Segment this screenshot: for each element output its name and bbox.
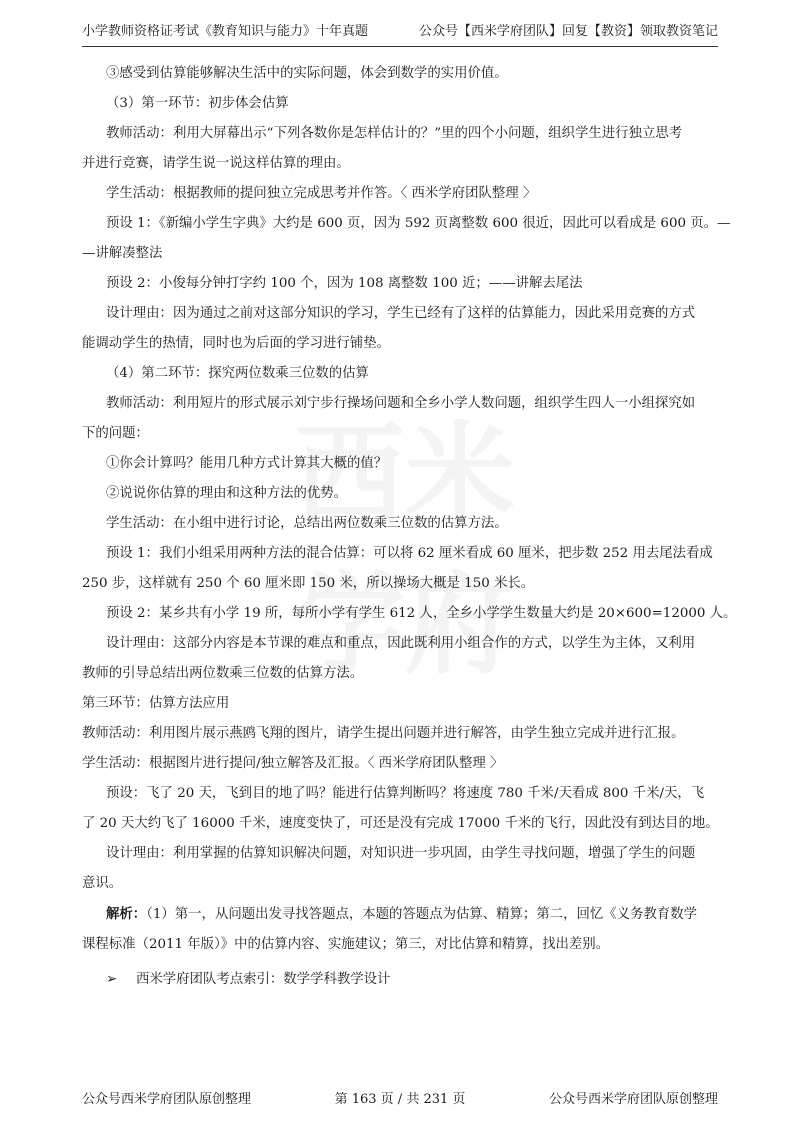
text-line: ②说说你估算的理由和这种方法的优势。 <box>106 486 348 501</box>
arrow-bullet-icon: ➢ <box>106 972 118 987</box>
text-line: 能调动学生的热情，同时也为后面的学习进行铺垫。 <box>82 336 390 351</box>
bullet-text: 西米学府团队考点索引：数学学科教学设计 <box>136 972 391 987</box>
text-line: 设计理由：这部分内容是本节课的难点和重点，因此既利用小组合作的方式，以学生为主体，又利用 <box>106 636 696 651</box>
text-line: 预设 1：我们小组采用两种方法的混合估算：可以将 62 厘米看成 60 厘米，把步数 252 用去尾法看成 <box>106 546 713 561</box>
text-line: 教师活动：利用短片的形式展示刘宁步行操场问题和全乡小学人数问题，组织学生四人一小组探究如 <box>106 396 696 411</box>
paragraph <box>82 449 718 479</box>
section-heading <box>82 689 718 719</box>
text-line: 设计理由：利用掌握的估算知识解决问题，对知识进一步巩固，由学生寻找问题，增强了学生的问题 <box>106 846 696 861</box>
text-line: ①你会计算吗？能用几种方式计算其大概的值？ <box>106 456 388 471</box>
text-line: 下的问题： <box>82 426 149 441</box>
paragraph <box>82 179 718 209</box>
page-number: 第 163 页 / 共 231 页 <box>334 1092 466 1107</box>
page-footer <box>82 1090 718 1110</box>
text-line: —讲解凑整法 <box>82 246 163 261</box>
text-line: 预设 2：小俊每分钟打字约 100 个，因为 108 离整数 100 近；——讲解去尾法 <box>106 276 583 291</box>
paragraph <box>82 269 718 299</box>
paragraph <box>82 509 718 539</box>
text-line: 预设 2：某乡共有小学 19 所，每所小学有学生 612 人，全乡小学学生数量大约是 20×600=12000 人。 <box>106 606 737 621</box>
text-line: 预设 1：《新编小学生字典》大约是 600 页，因为 592 页离整数 600 很近，因此可以看成是 600 页。— <box>106 216 731 231</box>
paragraph <box>82 389 718 449</box>
paragraph <box>82 209 731 269</box>
footer-right-text: 公众号西米学府团队原创整理 <box>548 1092 718 1107</box>
paragraph <box>82 59 718 89</box>
header-right-text: 公众号【西米学府团队】回复【教资】领取教资笔记 <box>418 24 718 39</box>
paragraph <box>82 779 718 839</box>
text-line: 教师活动：利用大屏幕出示“下列各数你是怎样估计的？”里的四个小问题，组织学生进行独立思考 <box>106 126 683 141</box>
bullet-item <box>106 965 390 995</box>
page-header <box>82 22 718 47</box>
paragraph <box>82 539 718 599</box>
paragraph <box>82 839 718 899</box>
paragraph <box>82 119 718 179</box>
analysis-paragraph <box>82 899 718 960</box>
text-line: （1）第一，从问题出发寻找答题点，本题的答题点为估算、精算；第二，回忆《义务教育数学 <box>146 907 698 922</box>
text-line: 设计理由：因为通过之前对这部分知识的学习，学生已经有了这样的估算能力，因此采用竞赛的方式 <box>106 306 696 321</box>
text-line: 了 20 天大约飞了 16000 千米，速度变快了，可还是没有完成 17000 千米的飞行，因此没有到达目的地。 <box>82 816 719 831</box>
text-line: 教师的引导总结出两位数乘三位数的估算方法。 <box>82 666 364 681</box>
paragraph <box>82 749 718 779</box>
paragraph <box>82 479 718 509</box>
paragraph <box>82 599 737 629</box>
text-line: 意识。 <box>82 876 123 891</box>
text-line: 并进行竞赛，请学生说一说这样估算的理由。 <box>82 156 350 171</box>
text-line: ③感受到估算能够解决生活中的实际问题，体会到数学的实用价值。 <box>106 66 508 81</box>
analysis-label: 解析： <box>106 906 147 922</box>
section-heading <box>82 89 718 119</box>
text-line: （4）第二环节：探究两位数乘三位数的估算 <box>106 366 369 381</box>
paragraph <box>82 719 718 749</box>
section-heading <box>82 359 718 389</box>
paragraph <box>82 629 718 689</box>
text-line: 学生活动：在小组中进行讨论，总结出两位数乘三位数的估算方法。 <box>106 516 508 531</box>
header-left-text: 小学教师资格证考试《教育知识与能力》十年真题 <box>82 24 369 39</box>
text-line: （3）第一环节：初步体会估算 <box>106 96 289 111</box>
paragraph <box>82 299 718 359</box>
text-line: 教师活动：利用图片展示燕鸥飞翔的图片，请学生提出问题并进行解答，由学生独立完成并进行汇报。 <box>82 726 685 741</box>
text-line: 第三环节：估算方法应用 <box>82 696 230 711</box>
footer-left-text: 公众号西米学府团队原创整理 <box>82 1092 252 1107</box>
text-line: 课程标准（2011 年版）》中的估算内容、实施建议；第三，对比估算和精算，找出差别。 <box>82 937 610 952</box>
text-line: 学生活动：根据教师的提问独立完成思考并作答。〈 西米学府团队整理 〉 <box>106 186 537 201</box>
text-line: 预设：飞了 20 天，飞到目的地了吗？能进行估算判断吗？将速度 780 千米/天看成 800 千米/天，飞 <box>106 786 705 801</box>
text-line: 250 步，这样就有 250 个 60 厘米即 150 米，所以操场大概是 150 米长。 <box>82 576 535 591</box>
text-line: 学生活动：根据图片进行提问/独立解答及汇报。〈 西米学府团队整理 〉 <box>82 756 504 771</box>
